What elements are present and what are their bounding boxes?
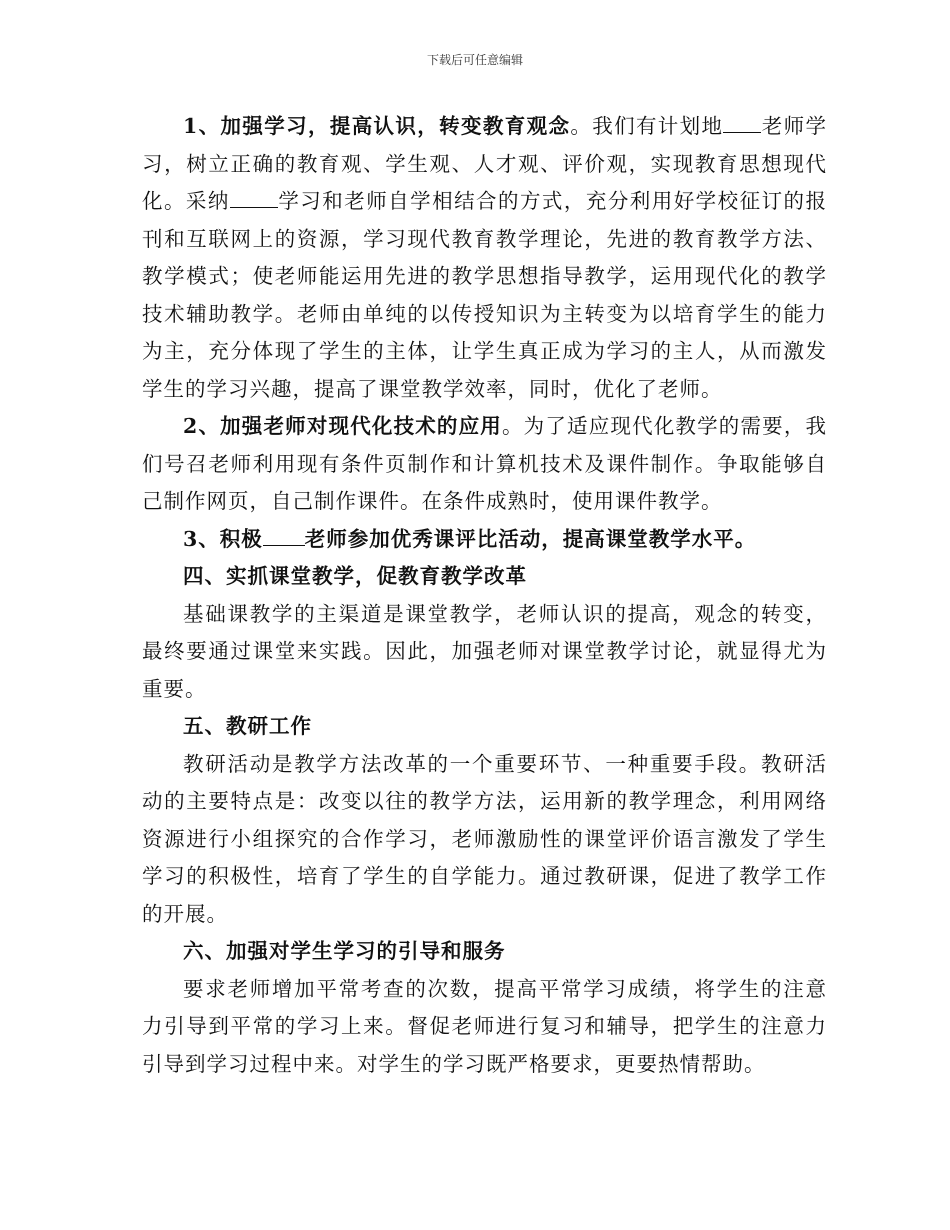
section-heading-6: 六、加强对学生学习的引导和服务: [183, 939, 506, 963]
section-6-body: 要求老师增加平常考查的次数，提高平常学习成绩，将学生的注意力引导到平常的学习上来。督促老师进行复习和辅导，把学生的注意力引导到学习过程中来。对学生的学习既严格要求，更要热情帮助。: [142, 976, 827, 1076]
fill-blank: [723, 110, 761, 133]
paragraph-3: [142, 521, 827, 559]
paragraph-1-text-a: 。我们有计划地: [570, 114, 724, 138]
paragraph-3-text-b: 老师参加优秀课评比活动，提高课堂教学水平。: [304, 526, 757, 551]
section-5-body: 教研活动是教学方法改革的一个重要环节、一种重要手段。教研活动的主要特点是：改变以往的教学方法，运用新的教学理念，利用网络资源进行小组探究的合作学习，老师激励性的课堂评价语言激发了学生学习的积极性，培育了学生的自学能力。通过教研课，促进了教学工作的开展。: [142, 751, 827, 926]
paragraph-1: [142, 108, 827, 408]
paragraph-1-text-b: 老师学习，树立正确的教育观、学生观、人才观、评价观，实现教育思想现代化。采纳: [142, 114, 828, 213]
fill-blank: [230, 185, 278, 208]
section-heading-4: 四、实抓课堂教学，促教育教学改革: [183, 564, 527, 588]
section-heading-5: 五、教研工作: [183, 714, 312, 738]
page-header: 下载后可任意编辑: [426, 53, 523, 67]
fill-blank: [263, 523, 305, 546]
paragraph-2-text: 。为了适应现代化教学的需要，我们号召老师利用现有条件页制作和计算机技术及课件制作。争取能够自己制作网页，自己制作课件。在条件成熟时，使用课件教学。: [142, 414, 828, 513]
paragraph-2-lead: 2、加强老师对现代化技术的应用: [183, 414, 502, 438]
document-body: [142, 108, 827, 1083]
paragraph-2: [142, 408, 827, 521]
paragraph-1-text-c: 学习和老师自学相结合的方式，充分利用好学校征订的报刊和互联网上的资源，学习现代教育教学理论，先进的教育教学方法、教学模式；使老师能运用先进的教学思想指导教学，运用现代化的教学技术辅助教学。老师由单纯的以传授知识为主转变为以培育学生的能力为主，充分体现了学生的主体，让学生真正成为学习的主人，从而激发学生的学习兴趣，提高了课堂教学效率，同时，优化了老师。: [142, 189, 828, 401]
paragraph-1-lead: 1、加强学习，提高认识，转变教育观念: [183, 114, 571, 138]
paragraph-3-text-a: 3、积极: [183, 526, 263, 551]
section-4-body: 基础课教学的主渠道是课堂教学，老师认识的提高，观念的转变，最终要通过课堂来实践。因此，加强老师对课堂教学讨论，就显得尤为重要。: [142, 601, 827, 701]
